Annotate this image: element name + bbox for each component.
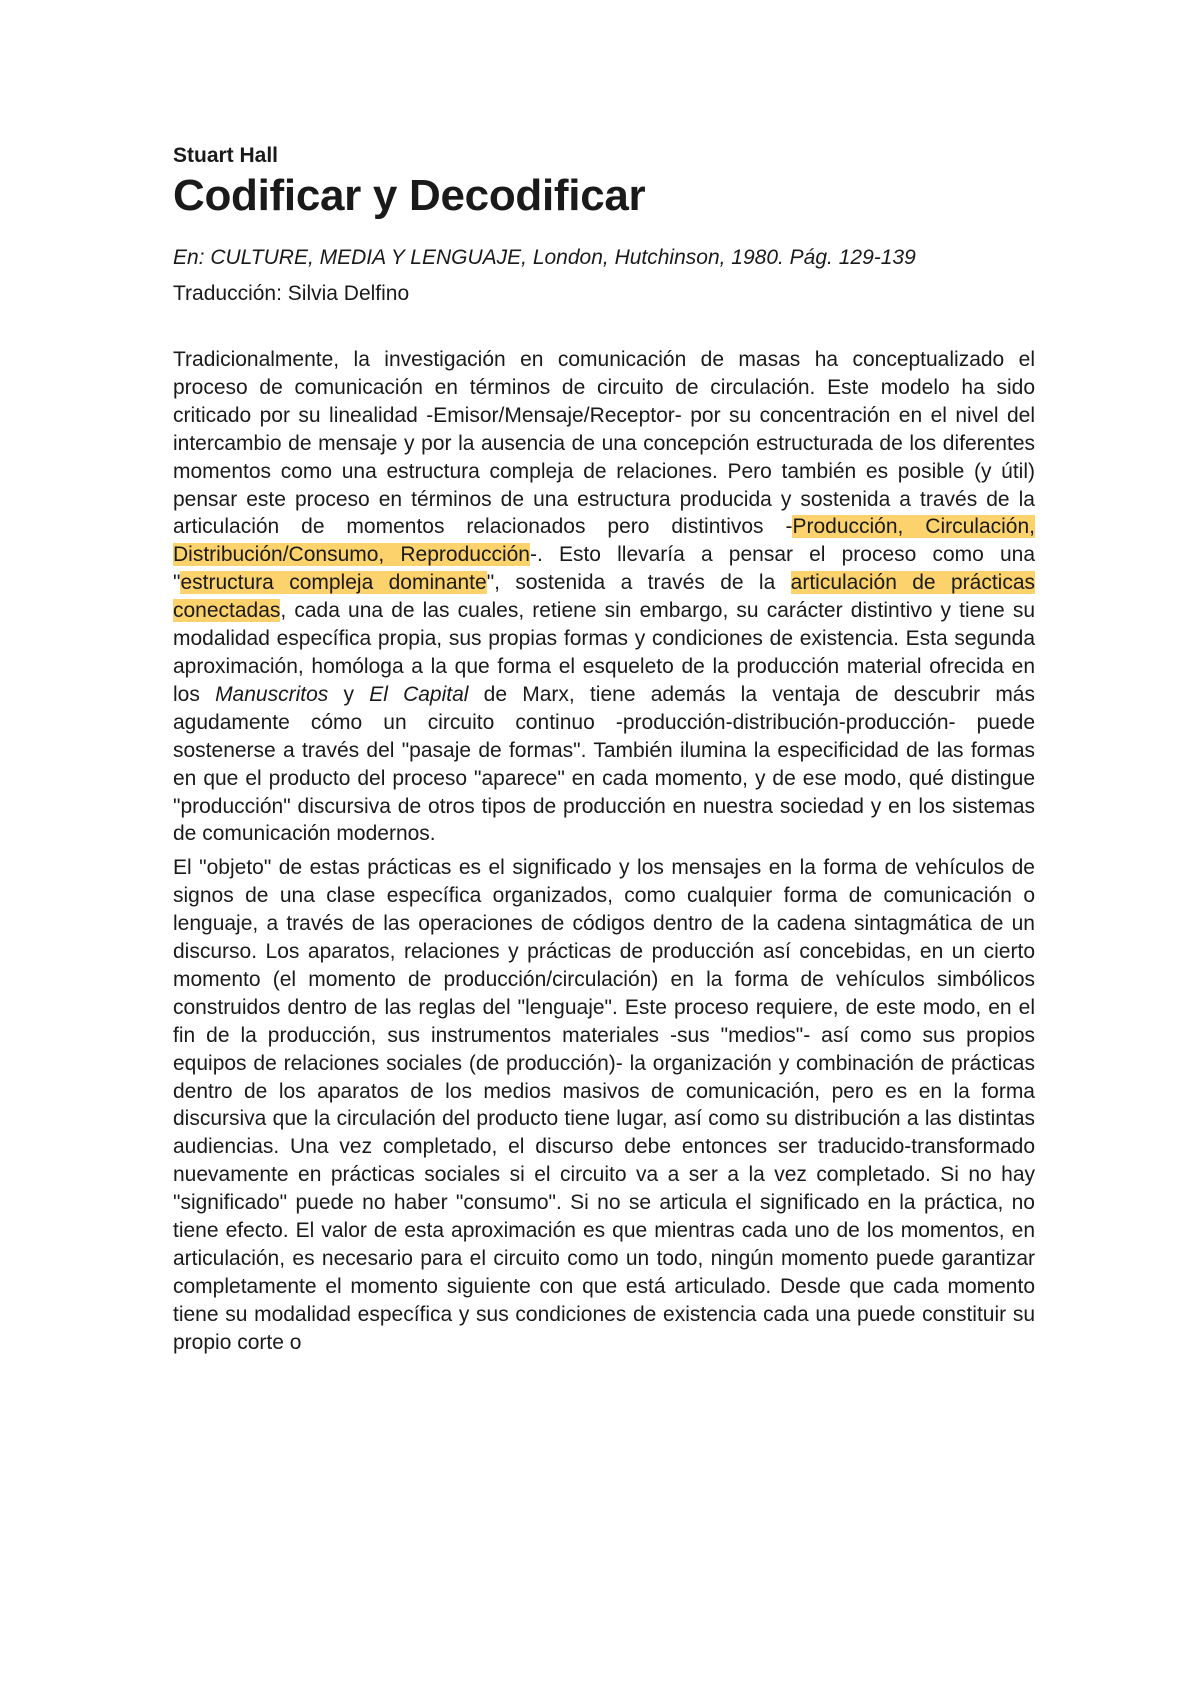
translation-credit: Traducción: Silvia Delfino [173, 282, 410, 305]
paragraph-1-text: -. Esto llevaría a pensar el proceso como una " [173, 543, 1035, 595]
italic-manuscritos: Manuscritos [215, 682, 329, 706]
document-title: Codificar y Decodificar [173, 171, 646, 220]
italic-el-capital: El Capital [369, 682, 469, 706]
citation-line: En: CULTURE, MEDIA Y LENGUAJE, London, Hutchinson, 1980. Pág. 129-139 [173, 246, 916, 269]
paragraph-1-text: de Marx, tiene además la ventaja de descubrir más agudamente cómo un circuito continuo -producción-distribución-producción- puede sostenerse a través del "pasaje de formas". También ilumina la especificidad de las formas en que el producto del proceso "aparece" en cada momento, y de ese modo, qué distingue "producción" discursiva de otros tipos de producción en nuestra sociedad y en los sistemas de comunicación modernos. [173, 682, 1035, 846]
paragraph-1-text: y [328, 682, 370, 706]
paragraph-1-text: , cada una de las cuales, retiene sin embargo, su carácter distintivo y tiene su modalidad específica propia, sus propias formas y condiciones de existencia. Esta segunda aproximación, homóloga a la que forma el esqueleto de la producción material ofrecida en los [173, 599, 1035, 706]
document-content [173, 142, 1035, 1363]
highlight-connected-practices: articulación de prácticas conectadas [173, 571, 1036, 623]
paragraph-2: El "objeto" de estas prácticas es el significado y los mensajes en la forma de vehículos de signos de una clase específica organizados, como cualquier forma de comunicación o lenguaje, a través de las operaciones de códigos dentro de la cadena sintagmática de un discurso. Los aparatos, relaciones y prácticas de producción así concebidas, en un cierto momento (el momento de producción/circulación) en la forma de vehículos simbólicos construidos dentro de las reglas del "lenguaje". Este proceso requiere, de este modo, en el fin de la producción, sus instrumentos materiales -sus "medios"- así como sus propios equipos de relaciones sociales (de producción)- la organización y combinación de prácticas dentro de los aparatos de los medios masivos de comunicación, pero es en la forma discursiva que la circulación del producto tiene lugar, así como su distribución a las distintas audiencias. Una vez completado, el discurso debe entonces ser traducido-transformado nuevamente en prácticas sociales si el circuito va a ser a la vez completado. Si no hay "significado" puede no haber "consumo". Si no se articula el significado en la práctica, no tiene efecto. El valor de esta aproximación es que mientras cada uno de los momentos, en articulación, es necesario para el circuito como un todo, ningún momento puede garantizar completamente el momento siguiente con que está articulado. Desde que cada momento tiene su modalidad específica y sus condiciones de existencia cada una puede constituir su propio corte o [173, 856, 1035, 1354]
highlight-production-moments: Producción, Circulación, Distribución/Consumo, Reproducción [173, 515, 1035, 567]
paragraph-1-text: Tradicionalmente, la investigación en comunicación de masas ha conceptualizado el proceso de comunicación en términos de circuito de circulación. Este modelo ha sido criticado por su linealidad -Emisor/Mensaje/Receptor- por su concentración en el nivel del intercambio de mensaje y por la ausencia de una concepción estructurada de los diferentes momentos como una estructura compleja de relaciones. Pero también es posible (y útil) pensar este proceso en términos de una estructura producida y sostenida a través de la articulación de momentos relacionados pero distintivos - [173, 348, 1035, 539]
highlight-complex-structure: estructura compleja dominante [180, 571, 487, 595]
author-name: Stuart Hall [173, 144, 279, 167]
paragraph-1-text: ", sostenida a través de la [486, 571, 791, 595]
paragraph-1 [173, 346, 1035, 848]
